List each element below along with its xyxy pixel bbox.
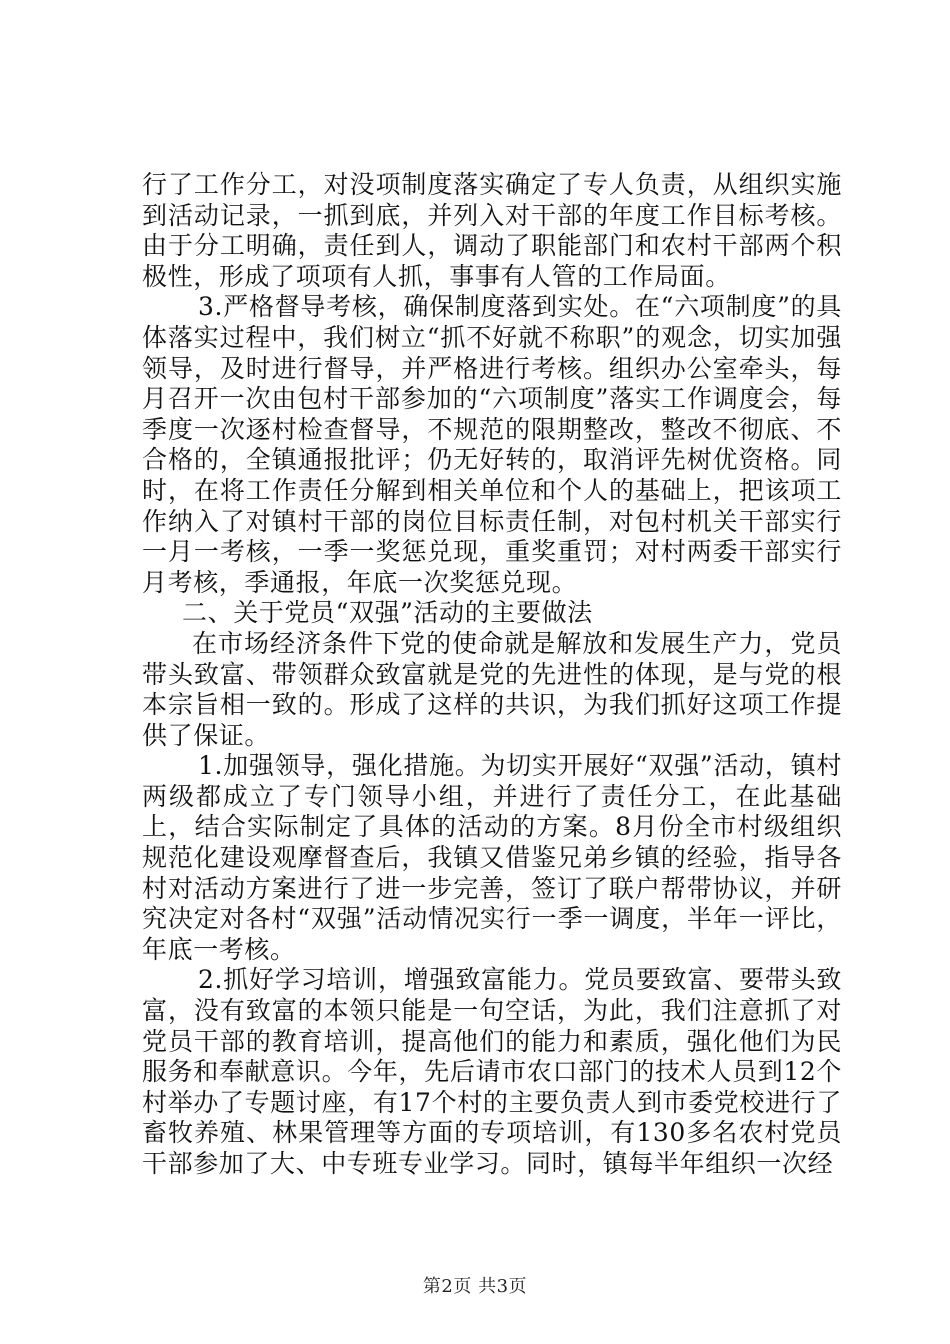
paragraph-work-division: 行了工作分工，对没项制度落实确定了专人负责，从组织实施到活动记录，一抓到底，并列入对干部的年度工作目标考核。由于分工明确，责任到人，调动了职能部门和农村干部两个积极性，形成了项项有人抓，事事有人管的工作局面。	[142, 170, 842, 291]
paragraph-supervision-assessment: 3.严格督导考核，确保制度落到实处。在“六项制度”的具体落实过程中，我们树立“抓不好就不称职”的观念，切实加强领导，及时进行督导，并严格进行考核。组织办公室牵头，每月召开一次由包村干部参加的“六项制度”落实工作调度会，每季度一次逐村检查督导，不规范的限期整改，整改不彻底、不合格的，全镇通报批评；仍无好转的，取消评先树优资格。同时，在将工作责任分解到相关单位和个人的基础上，把该项工作纳入了对镇村干部的岗位目标责任制，对包村机关干部实行一月一考核，一季一奖惩兑现，重奖重罚；对村两委干部实行月考核，季通报，年底一次奖惩兑现。	[142, 292, 842, 597]
section-heading-double-strong: 二、关于党员“双强”活动的主要做法	[182, 598, 593, 628]
document-body	[142, 170, 842, 1180]
paragraph-study-training: 2.抓好学习培训，增强致富能力。党员要致富、要带头致富，没有致富的本领只能是一句空话，为此，我们注意抓了对党员干部的教育培训，提高他们的能力和素质，强化他们为民服务和奉献意识。今年，先后请市农口部门的技术人员到12个村举办了专题讨座，有17个村的主要负责人到市委党校进行了畜牧养殖、林果管理等方面的专项培训，有130多名农村党员干部参加了大、中专班专业学习。同时，镇每半年组织一次经	[142, 965, 842, 1178]
paragraph-market-economy: 在市场经济条件下党的使命就是解放和发展生产力，党员带头致富、带领群众致富就是党的先进性的体现，是与党的根本宗旨相一致的。形成了这样的共识，为我们抓好这项工作提供了保证。	[142, 628, 842, 750]
paragraph-strengthen-leadership: 1.加强领导，强化措施。为切实开展好“双强”活动，镇村两级都成立了专门领导小组，并进行了责任分工，在此基础上，结合实际制定了具体的活动的方案。8月份全市村级组织规范化建设观摩督查后，我镇又借鉴兄弟乡镇的经验，指导各村对活动方案进行了进一步完善，签订了联户帮带协议，并研究决定对各村“双强”活动情况实行一季一调度，半年一评比，年底一考核。	[142, 751, 842, 964]
page-number-footer: 第2页 共3页	[422, 1276, 528, 1297]
